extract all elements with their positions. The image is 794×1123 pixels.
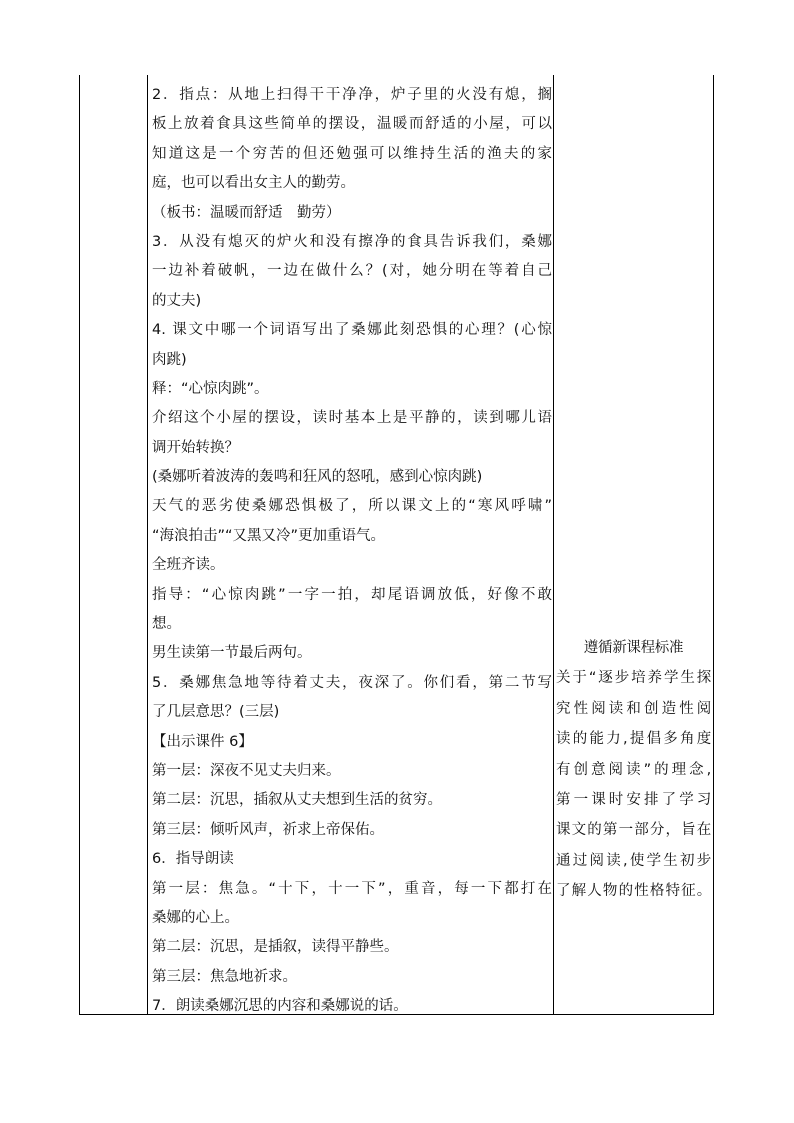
text-line: 调开始转换？ xyxy=(152,439,239,456)
text-line: 释：“心惊肉跳”。 xyxy=(152,380,269,397)
text-line: 第三层：倾听风声，祈求上帝保佑。 xyxy=(152,821,384,838)
text-line: 2．指点：从地上扫得干干净净，炉子里的火没有熄，搁 xyxy=(152,87,552,103)
text-line: 第三层：焦急地祈求。 xyxy=(152,968,297,985)
text-line: 一边补着破帆，一边在做什么？(对，她分明在等着自己 xyxy=(152,263,552,280)
text-line: 的丈夫) xyxy=(152,292,202,309)
text-line: 男生读第一节最后两句。 xyxy=(152,645,312,662)
text-line: 7．朗读桑娜沉思的内容和桑娜说的话。 xyxy=(152,998,408,1015)
column-divider-left xyxy=(147,75,148,1014)
text-line: 指导：“心惊肉跳”一字一拍，却尾语调放低，好像不敢 xyxy=(152,586,552,603)
note-line: 读的能力,提倡多角度 xyxy=(556,731,711,748)
text-line: （板书：温暖而舒适 勤劳） xyxy=(152,204,341,221)
text-line: 3．从没有熄灭的炉火和没有擦净的食具告诉我们，桑娜 xyxy=(152,233,552,250)
note-line: 了解人物的性格特征。 xyxy=(556,883,711,900)
table-cell-left-empty xyxy=(80,75,146,1014)
text-line: 第二层：沉思，插叙从丈夫想到生活的贫穷。 xyxy=(152,792,442,809)
text-line: 第一层：深夜不见丈夫归来。 xyxy=(152,762,341,779)
text-line: “海浪拍击”“又黑又冷”更加重语气。 xyxy=(152,527,386,544)
note-line: 遵循新课程标准 xyxy=(583,640,684,656)
note-line: 课文的第一部分，旨在 xyxy=(556,822,711,839)
text-line: 想。 xyxy=(152,616,181,633)
text-line: 天气的恶劣使桑娜恐惧极了，所以课文上的“寒风呼啸” xyxy=(152,498,552,515)
note-line: 有创意阅读”的理念, xyxy=(556,761,711,778)
note-line: 究性阅读和创造性阅 xyxy=(556,700,711,717)
text-line: 6．指导朗读 xyxy=(152,851,234,868)
text-line: 了几层意思？(三层) xyxy=(152,704,280,721)
text-line: 桑娜的心上。 xyxy=(152,909,239,926)
text-line: 【出示课件 6】 xyxy=(152,733,253,750)
text-line: 第二层：沉思，是插叙，读得平静些。 xyxy=(152,939,399,956)
note-line: 第一课时安排了学习 xyxy=(556,791,711,808)
text-line: 肉跳) xyxy=(152,351,187,368)
note-line: 关于“逐步培养学生探 xyxy=(556,670,711,687)
table-cell-design-intent xyxy=(556,633,711,907)
note-line: 通过阅读,使学生初步 xyxy=(556,852,711,869)
text-line: 介绍这个小屋的摆设，读时基本上是平静的，读到哪儿语 xyxy=(152,410,552,427)
text-line: 板上放着食具这些简单的摆设，温暖而舒适的小屋，可以 xyxy=(152,116,552,133)
text-line: 第一层：焦急。“十下，十一下”，重音，每一下都打在 xyxy=(152,880,552,897)
table-cell-teaching-process xyxy=(152,81,552,1022)
column-divider-right xyxy=(553,75,554,1014)
text-line: 4. 课文中哪一个词语写出了桑娜此刻恐惧的心理？(心惊 xyxy=(152,322,552,339)
text-line: 庭，也可以看出女主人的勤劳。 xyxy=(152,175,355,192)
text-line: 全班齐读。 xyxy=(152,557,225,574)
text-line: 知道这是一个穷苦的但还勉强可以维持生活的渔夫的家 xyxy=(152,145,552,162)
text-line: 5．桑娜焦急地等待着丈夫，夜深了。你们看，第二节写 xyxy=(152,674,552,691)
text-line: (桑娜听着波涛的轰鸣和狂风的怒吼，感到心惊肉跳) xyxy=(152,469,483,486)
